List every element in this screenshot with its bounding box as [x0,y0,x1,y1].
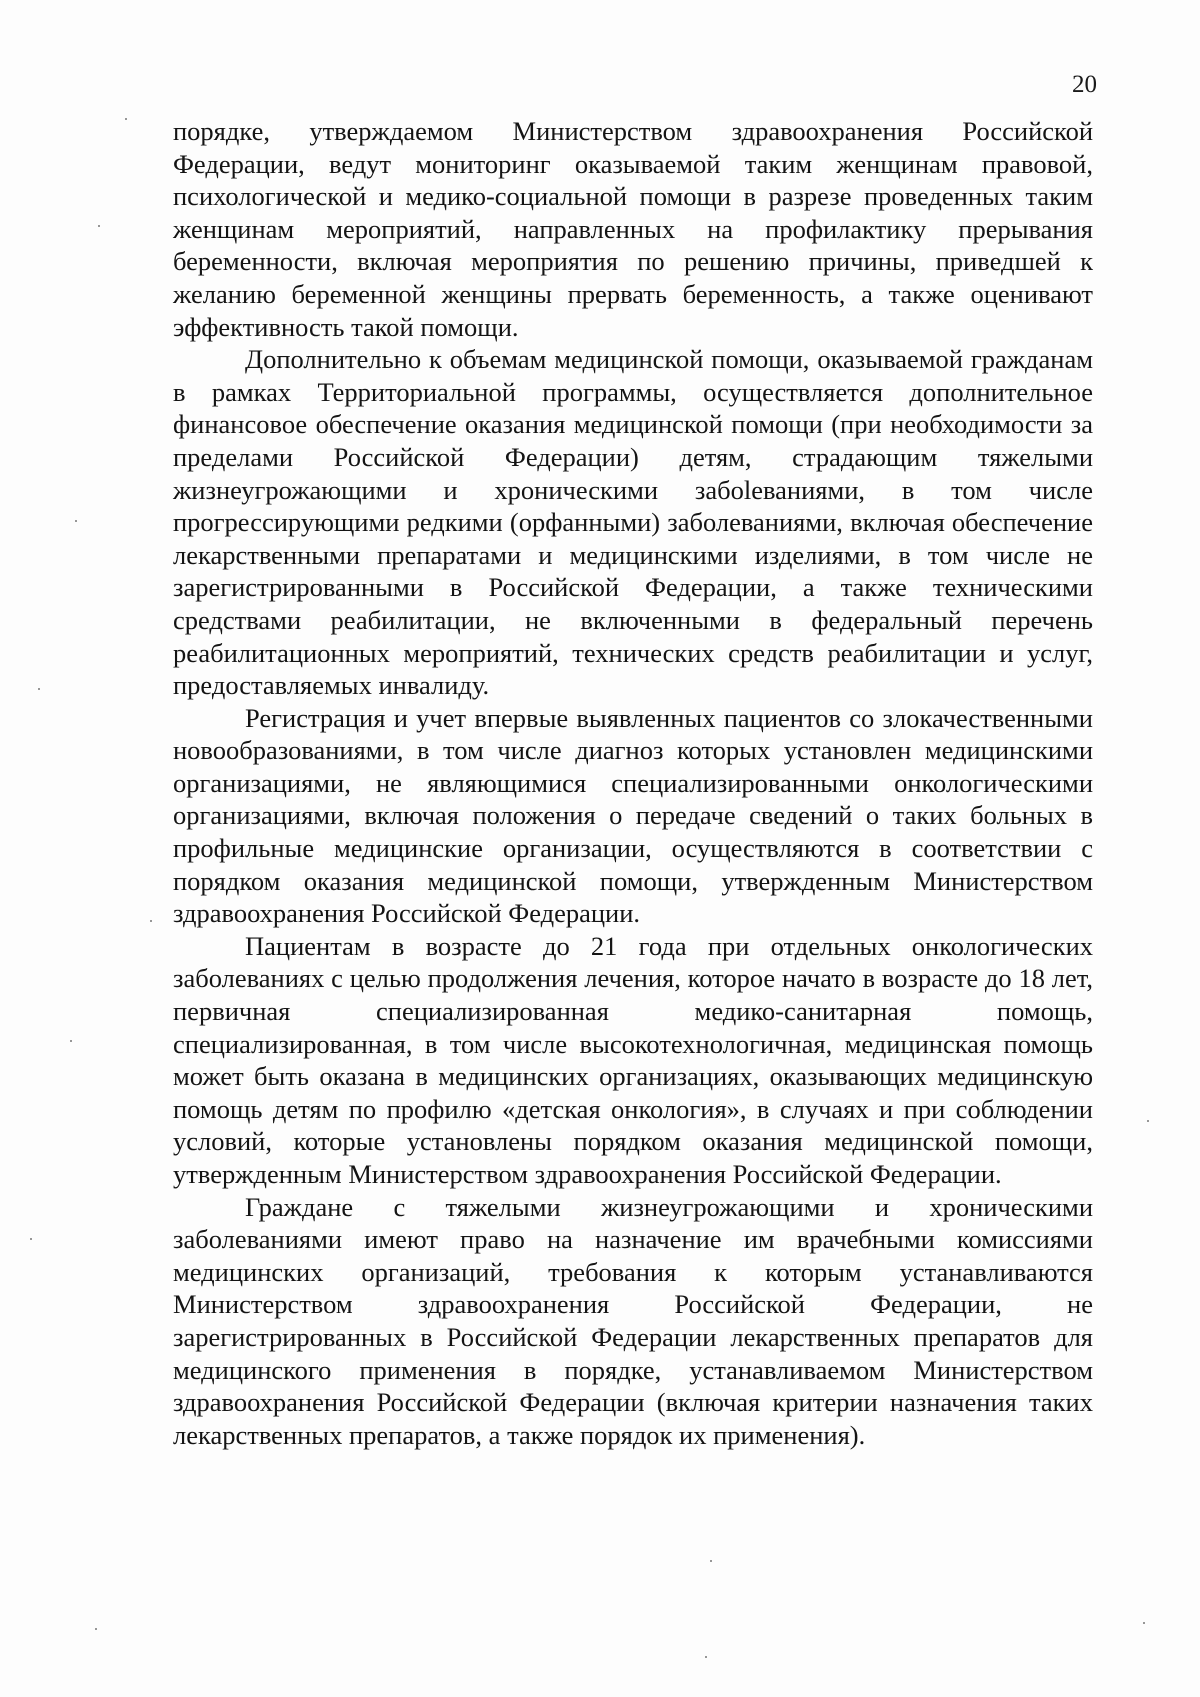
scan-speck [38,688,40,690]
scan-speck [150,920,152,922]
page-number: 20 [1072,71,1097,98]
scan-speck [30,1238,32,1240]
scan-speck [98,225,100,227]
paragraph-continued: порядке, утверждаемом Министерством здравоохранения Российской Федерации, ведут мониторинг оказываемой таким женщинам правовой, психологической и медико-социальной помощи в разрезе проведенных таким женщинам мероприятий, направленных на профилактику прерывания беременности, включая мероприятия по решению причины, приведшей к желанию беременной женщины прервать беременность, а также оценивают эффективность такой помощи. [173,116,1093,342]
scan-speck [95,1628,97,1630]
paragraph-additional-funding: Дополнительно к объемам медицинской помощи, оказываемой гражданам в рамках Территориальной программы, осуществляется дополнительное финансовое обеспечение оказания медицинской помощи (при необходимости за пределами Российской Федерации) детям, страдающим тяжелыми жизнеугрожающими и хроническими забoleваниями, в том числе прогрессирующими редкими (орфанными) заболеваниями, включая обеспечение лекарственными препаратами и медицинскими изделиями, в том числе не зарегистрированными в Российской Федерации, а также техническими средствами реабилитации, не включенными в федеральный перечень реабилитационных мероприятий, технических средств реабилитации и услуг, предоставляемых инвалиду. [173,344,1093,701]
paragraph-patients-under-21: Пациентам в возрасте до 21 года при отдельных онкологических заболеваниях с целью продолжения лечения, которое начато в возрасте до 18 лет, первичная специализированная медико-санитарная помощь, специализированная, в том числе высокотехнологичная, медицинская помощь может быть оказана в медицинских организациях, оказывающих медицинскую помощь детям по профилю «детская онкология», в случаях и при соблюдении условий, которые установлены порядком оказания медицинской помощи, утвержденным Министерством здравоохранения Российской Федерации. [173,930,1093,1189]
document-body [173,115,1093,1451]
scan-speck [125,118,127,120]
scan-speck [705,1656,707,1658]
scan-speck [75,520,77,522]
scan-speck [1147,1120,1149,1122]
scan-speck [1143,1622,1145,1624]
paragraph-oncology-registration: Регистрация и учет впервые выявленных пациентов со злокачественными новообразованиями, в том числе диагноз которых установлен медицинскими организациями, не являющимися специализированными онкологическими организациями, включая положения о передаче сведений о таких больных в профильные медицинские организации, осуществляются в соответствии с порядком оказания медицинской помощи, утвержденным Министерством здравоохранения Российской Федерации. [173,702,1093,929]
scan-speck [70,1040,72,1042]
scan-speck [710,1560,712,1562]
paragraph-unregistered-drugs: Граждане с тяжелыми жизнеугрожающими и хроническими заболеваниями имеют право на назначение им врачебными комиссиями медицинских организаций, требования к которым устанавливаются Министерством здравоохранения Российской Федерации, не зарегистрированных в Российской Федерации лекарственных препаратов для медицинского применения в порядке, устанавливаемом Министерством здравоохранения Российской Федерации (включая критерии назначения таких лекарственных препаратов, а также порядок их применения). [173,1191,1093,1450]
